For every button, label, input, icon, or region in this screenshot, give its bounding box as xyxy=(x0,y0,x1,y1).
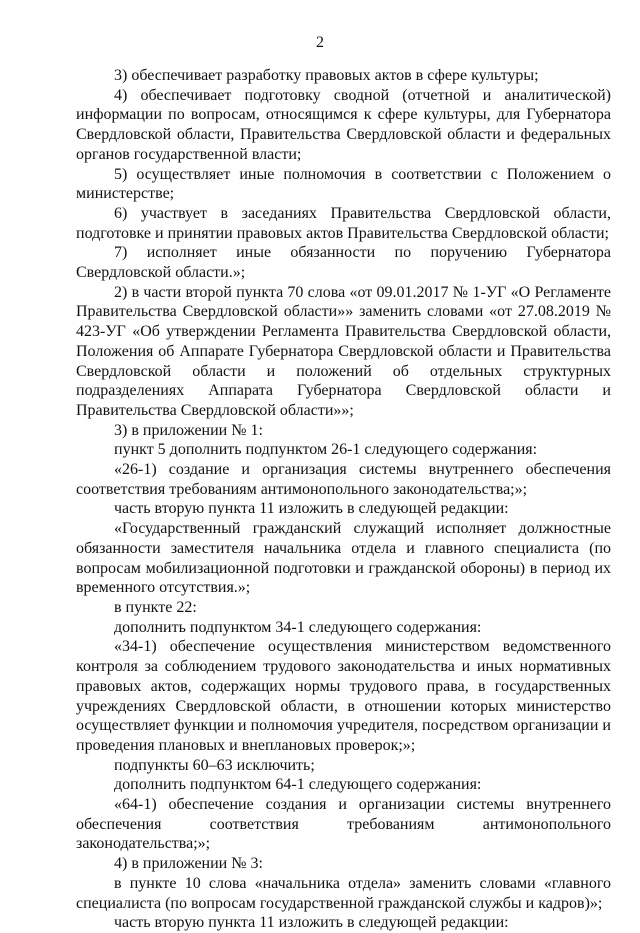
paragraph: в пункте 10 слова «начальника отдела» заменить словами «главного специалиста (по вопросам государственной гражданской службы и кадров)»; xyxy=(76,874,611,912)
paragraph: подпункты 60–63 исключить; xyxy=(114,756,315,774)
paragraph: пункт 5 дополнить подпунктом 26-1 следующего содержания: xyxy=(114,441,538,459)
paragraph: 4) обеспечивает подготовку сводной (отчетной и аналитической) информации по вопросам, относящимся к сфере культуры, для Губернатора Свердловской области, Правительства Свердловской области и федеральных органов государственной власти; xyxy=(76,86,611,163)
paragraph: дополнить подпунктом 64-1 следующего содержания: xyxy=(114,776,482,794)
paragraph: «34-1) обеспечение осуществления министерством ведомственного контроля за соблюдением трудового законодательства и иных нормативных правовых актов, содержащих нормы трудового права, в государственных учреждениях Свердловской области, в отношении которых министерство осуществляет функции и полномочия учредителя, посредством организации и проведения плановых и внеплановых проверок;»; xyxy=(76,638,611,754)
paragraph: часть вторую пункта 11 изложить в следующей редакции: xyxy=(114,914,509,932)
paragraph: «64-1) обеспечение создания и организации системы внутреннего обеспечения соответствия требованиям антимонопольного законодательства;»; xyxy=(76,796,611,853)
paragraph: «26-1) создание и организация системы внутреннего обеспечения соответствия требованиям антимонопольного законодательства;»; xyxy=(76,461,611,498)
document-body xyxy=(76,66,611,933)
paragraph: 4) в приложении № 3: xyxy=(114,855,263,873)
paragraph: дополнить подпунктом 34-1 следующего содержания: xyxy=(114,618,482,636)
paragraph: 5) осуществляет иные полномочия в соответствии с Положением о министерстве; xyxy=(76,165,611,203)
paragraph: 6) участвует в заседаниях Правительства Свердловской области, подготовке и принятии правовых актов Правительства Свердловской области; xyxy=(76,204,611,242)
paragraph: 2) в части второй пункта 70 слова «от 09.01.2017 № 1-УГ «О Регламенте Правительства Свердловской области»» заменить словами «от 27.08.2019 № 423-УГ «Об утверждении Регламента Правительства Свердловской области, Положения об Аппарате Губернатора Свердловской области и Правительства Свердловской области и положений об отдельных структурных подразделениях Аппарата Губернатора Свердловской области и Правительства Свердловской области»»; xyxy=(76,283,611,419)
paragraph: часть вторую пункта 11 изложить в следующей редакции: xyxy=(114,500,509,518)
page-number: 2 xyxy=(316,34,324,51)
paragraph: 3) обеспечивает разработку правовых актов в сфере культуры; xyxy=(114,67,539,84)
paragraph: «Государственный гражданский служащий исполняет должностные обязанности заместителя начальника отдела и главного специалиста (по вопросам мобилизационной подготовки и гражданской обороны) в период их временного отсутствия.»; xyxy=(76,520,611,597)
paragraph: в пункте 22: xyxy=(114,598,197,616)
paragraph: 7) исполняет иные обязанности по поручению Губернатора Свердловской области.»; xyxy=(76,244,611,282)
paragraph: 3) в приложении № 1: xyxy=(114,421,263,439)
